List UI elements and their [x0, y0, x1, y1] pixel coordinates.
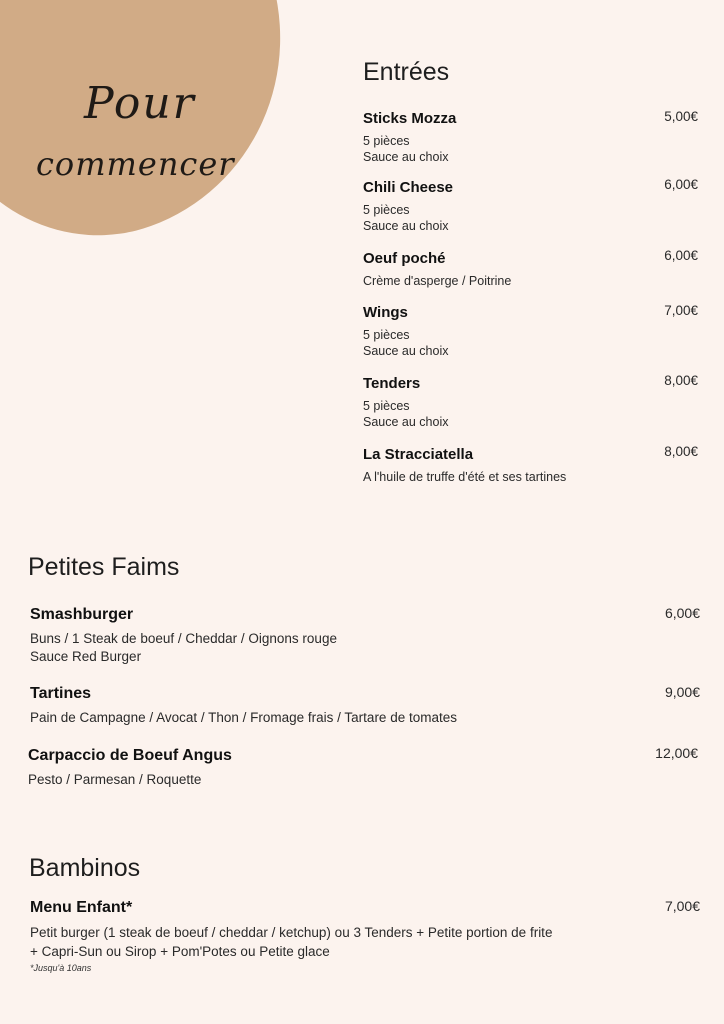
menu-item — [363, 375, 448, 430]
menu-item — [363, 179, 453, 234]
item-name: Tenders — [363, 375, 421, 392]
menu-item — [363, 304, 448, 359]
menu-item — [28, 747, 232, 789]
item-desc: 5 pièces — [363, 203, 410, 217]
item-price: 6,00€ — [664, 177, 698, 192]
item-desc: Buns / 1 Steak de boeuf / Cheddar / Oignons rouge — [30, 631, 337, 646]
item-name: Wings — [363, 304, 408, 321]
menu-item — [30, 606, 337, 666]
item-desc: Sauce Red Burger — [30, 649, 142, 664]
item-desc: Petit burger (1 steak de boeuf / cheddar / ketchup) ou 3 Tenders + Petite portion de frite — [30, 925, 553, 940]
item-name: La Stracciatella — [363, 446, 474, 463]
item-name: Sticks Mozza — [363, 110, 457, 127]
item-price: 12,00€ — [655, 745, 698, 761]
item-desc: A l'huile de truffe d'été et ses tartines — [363, 470, 567, 484]
menu-item — [30, 899, 552, 973]
item-price: 8,00€ — [664, 373, 698, 388]
item-price: 7,00€ — [664, 303, 698, 318]
item-price: 6,00€ — [664, 248, 698, 263]
item-name: Tartines — [30, 685, 92, 702]
item-desc: 5 pièces — [363, 399, 410, 413]
item-desc: Sauce au choix — [363, 344, 449, 358]
item-price: 5,00€ — [664, 109, 698, 124]
menu-item — [363, 110, 456, 165]
item-price: 8,00€ — [664, 444, 698, 459]
item-desc: 5 pièces — [363, 134, 410, 148]
item-name: Smashburger — [30, 606, 134, 623]
petites-faims-title: Petites Faims — [28, 553, 180, 581]
bambinos-title: Bambinos — [29, 854, 141, 882]
item-desc: + Capri-Sun ou Sirop + Pom'Potes ou Petite glace — [30, 944, 330, 959]
item-name: Oeuf poché — [363, 250, 446, 267]
item-price: 7,00€ — [664, 898, 700, 914]
item-desc: Sauce au choix — [363, 219, 449, 233]
item-name: Carpaccio de Boeuf Angus — [28, 747, 232, 764]
item-desc: 5 pièces — [363, 328, 410, 342]
menu-item — [363, 446, 566, 485]
item-name: Chili Cheese — [363, 179, 454, 196]
decorative-blob — [0, 0, 337, 281]
item-desc: Sauce au choix — [363, 415, 449, 429]
intro-script-line2: commencer — [36, 145, 235, 183]
item-name: Menu Enfant* — [30, 899, 133, 916]
item-price: 6,00€ — [664, 605, 700, 621]
item-desc: Sauce au choix — [363, 150, 449, 164]
item-price: 9,00€ — [664, 684, 700, 700]
item-desc: Pain de Campagne / Avocat / Thon / Fromage frais / Tartare de tomates — [30, 710, 457, 725]
item-desc: Pesto / Parmesan / Roquette — [28, 772, 202, 787]
item-desc: Crème d'asperge / Poitrine — [363, 274, 512, 288]
item-note: *Jusqu'à 10ans — [30, 963, 92, 973]
menu-item — [363, 250, 511, 289]
intro-script-line1: Pour — [84, 78, 196, 129]
menu-item — [30, 685, 457, 727]
entrees-title: Entrées — [363, 58, 450, 86]
